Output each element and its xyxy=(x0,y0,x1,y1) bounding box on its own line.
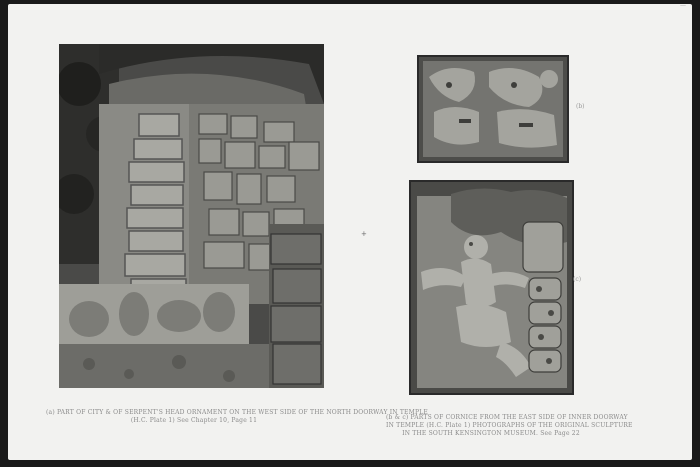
caption-a-line-2: (H.C. Plate 1) See Chapter 10, Page 11 xyxy=(130,417,258,424)
caption-bc-line-3: IN THE SOUTH KENSINGTON MUSEUM. See Page 22 xyxy=(402,430,580,437)
relief-panel-glyphs-image xyxy=(411,182,572,393)
margin-letter-c: (c) xyxy=(573,276,582,283)
ruined-wall-image xyxy=(59,44,324,388)
margin-letter-b: (b) xyxy=(576,103,585,110)
caption-figure-bc xyxy=(386,414,633,438)
relief-panel-small-image xyxy=(419,57,567,161)
corner-note: — xyxy=(680,2,686,9)
caption-a-line-1: (a) PART OF CITY & OF SERPENT'S HEAD ORNAMENT ON THE WEST SIDE OF THE NORTH DOORWAY IN TEMPLE xyxy=(46,409,428,416)
photo-ruined-wall xyxy=(59,44,324,388)
center-registration-mark: + xyxy=(361,230,367,238)
plate-page xyxy=(8,4,692,460)
caption-figure-a xyxy=(46,409,428,425)
photo-relief-panel-small xyxy=(417,55,569,163)
caption-bc-line-2: IN TEMPLE (H.C. Plate 1) PHOTOGRAPHS OF THE ORIGINAL SCULPTURE xyxy=(386,422,633,429)
caption-bc-line-1: (b & c) PARTS OF CORNICE FROM THE EAST SIDE OF INNER DOORWAY xyxy=(386,414,628,421)
photo-relief-panel-glyphs xyxy=(409,180,574,395)
